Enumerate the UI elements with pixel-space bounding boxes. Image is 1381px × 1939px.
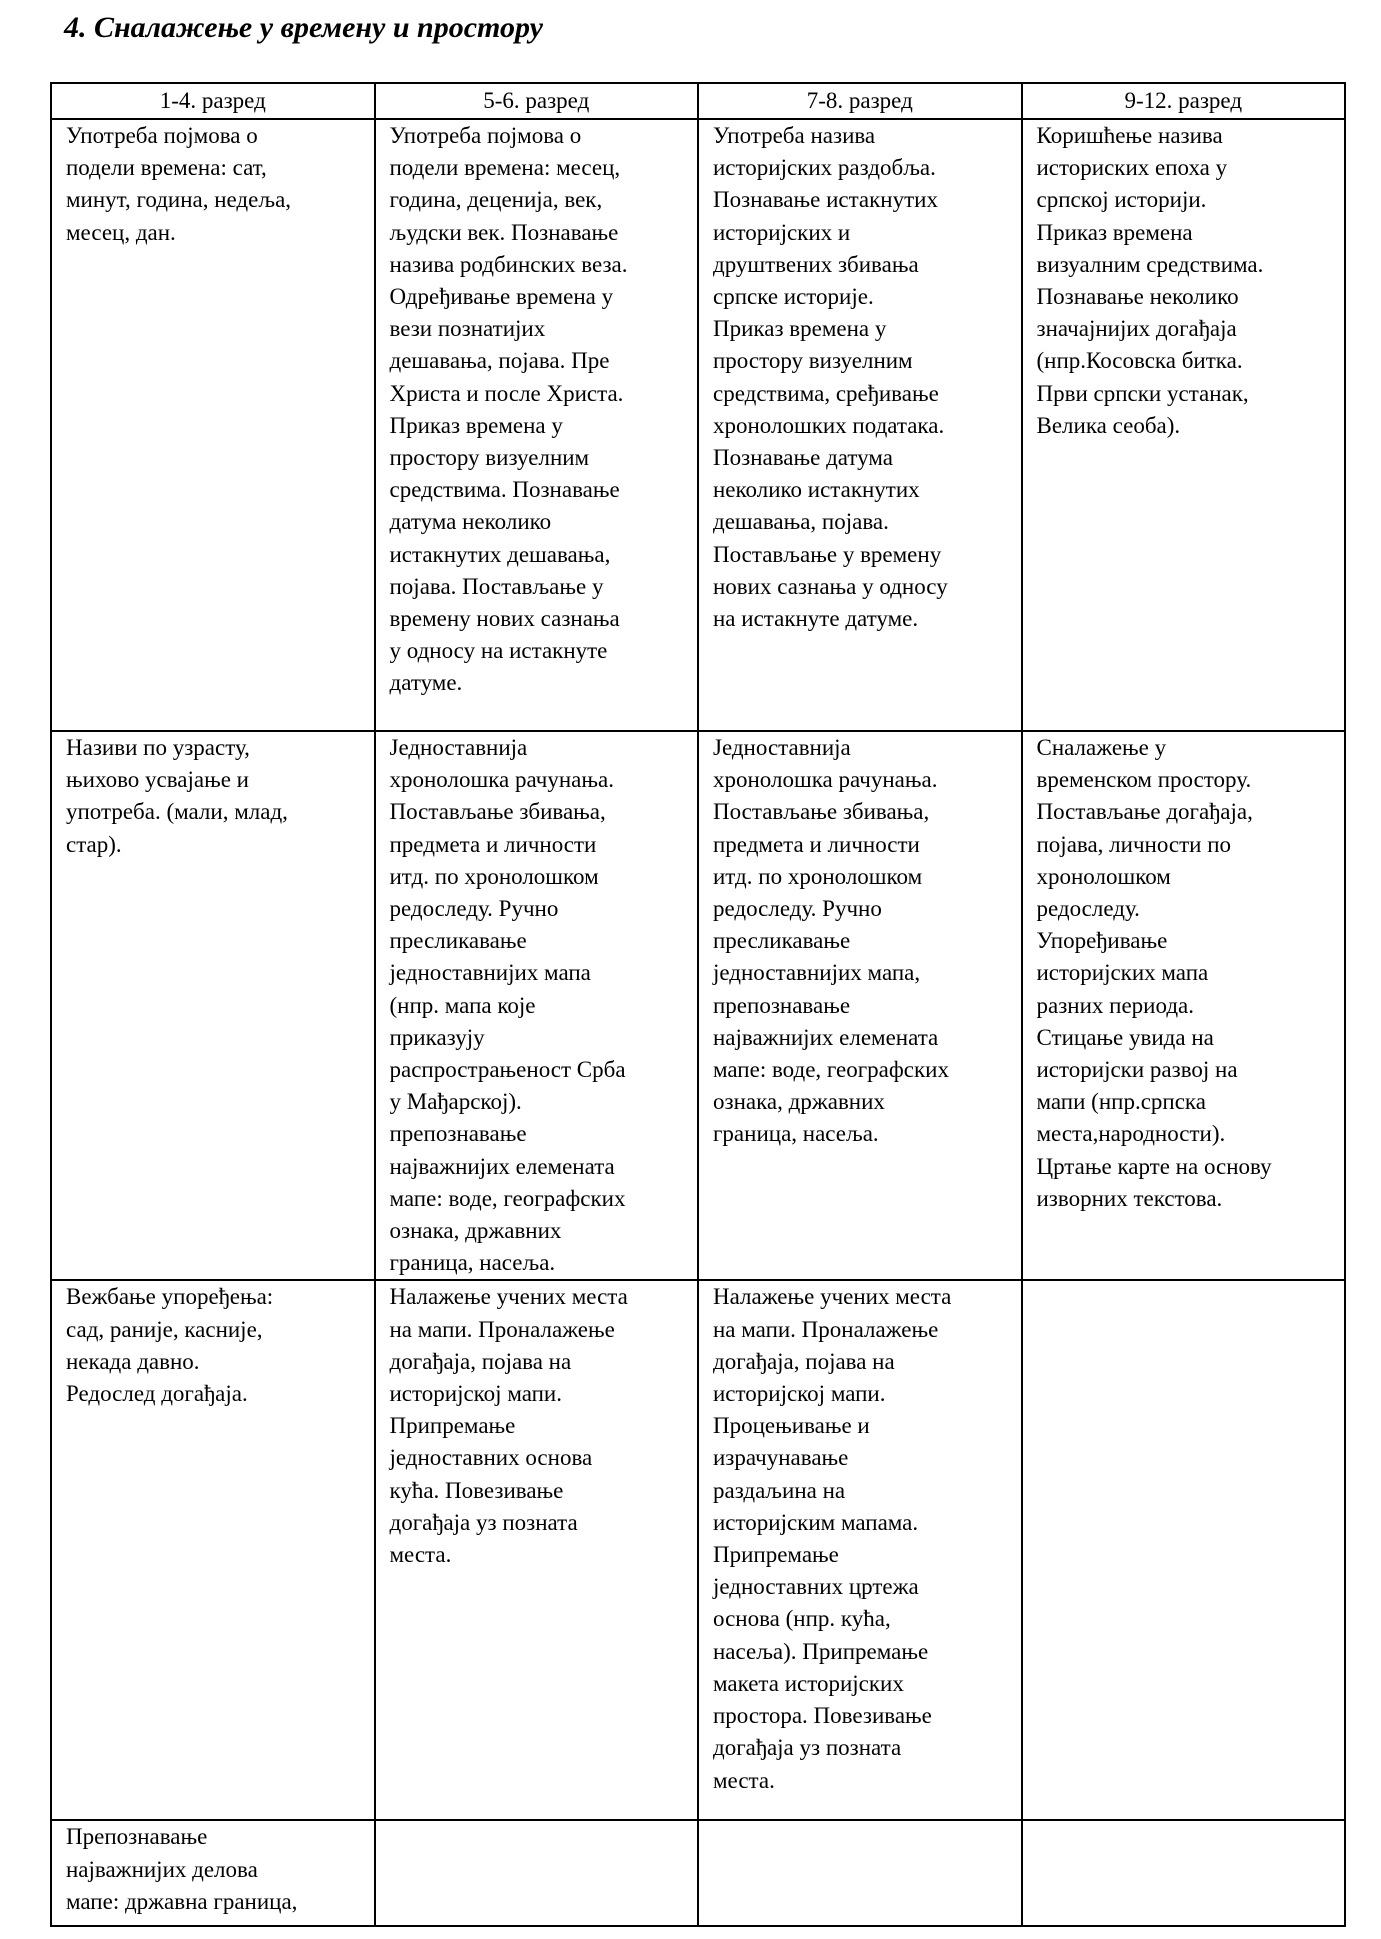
table-cell: Употреба појмова о подели времена: сат, минут, година, недеља, месец, дан. — [51, 119, 375, 731]
table-row — [51, 1280, 1345, 1820]
header-grade-1-4: 1-4. разред — [51, 83, 375, 119]
table-cell — [375, 1820, 699, 1926]
header-grade-9-12: 9-12. разред — [1022, 83, 1346, 119]
table-cell: Употреба појмова о подели времена: месец, година, деценија, век, људски век. Познавање назива родбинских веза. Одређивање времена у вези познатијих дешавања, појава. Пре Христа и после Христа. Приказ времена у простору визуелним средствима. Познавање датума неколико истакнутих дешавања, појава. Постављање у времену нових сазнања у односу на истакнуте датуме. — [375, 119, 699, 731]
table-cell — [1022, 1280, 1346, 1820]
header-row — [51, 83, 1345, 119]
table-cell: Вежбање упоређења: сад, раније, касније, некада давно. Редослед догађаја. — [51, 1280, 375, 1820]
header-grade-7-8: 7-8. разред — [698, 83, 1022, 119]
table-row — [51, 731, 1345, 1280]
table-row — [51, 119, 1345, 731]
table-cell: Употреба назива историјских раздобља. Познавање истакнутих историјских и друштвених збивања српске историје. Приказ времена у простору визуелним средствима, сређивање хронолошких података. Познавање датума неколико истакнутих дешавања, појава. Постављање у времену нових сазнања у односу на истакнуте датуме. — [698, 119, 1022, 731]
table-cell — [1022, 1820, 1346, 1926]
table-cell: Једноставнија хронолошка рачунања. Постављање збивања, предмета и личности итд. по хронолошком редоследу. Ручно пресликавање једноставнијих мапа, препознавање најважнијих елемената мапе: воде, географских ознака, државних граница, насеља. — [698, 731, 1022, 1280]
section-title: 4. Сналажење у времену и простору — [64, 11, 543, 44]
table-cell: Сналажење у временском простору. Постављање догађаја, појава, личности по хронолошком редоследу. Упоређивање историјских мапа разних периода. Стицање увида на историјски развој на мапи (нпр.српска места,народности). Цртање карте на основу изворних текстова. — [1022, 731, 1346, 1280]
table-cell: Називи по узрасту, њихово усвајање и употреба. (мали, млад, стар). — [51, 731, 375, 1280]
table-row — [51, 1820, 1345, 1926]
table-cell — [698, 1820, 1022, 1926]
table-cell: Препознавање најважнијих делова мапе: државна граница, — [51, 1820, 375, 1926]
header-grade-5-6: 5-6. разред — [375, 83, 699, 119]
table-cell: Коришћење назива историских епоха у српској историји. Приказ времена визуалним средствима. Познавање неколико значајнијих догађаја (нпр.Косовска битка. Први српски устанак, Велика сеоба). — [1022, 119, 1346, 731]
table-cell: Једноставнија хронолошка рачунања. Постављање збивања, предмета и личности итд. по хронолошком редоследу. Ручно пресликавање једноставнијих мапа (нпр. мапа које приказују распрострањеност Срба у Мађарској). препознавање најважнијих елемената мапе: воде, географских ознака, државних граница, насеља. — [375, 731, 699, 1280]
table-cell: Налажење учених места на мапи. Проналажење догађаја, појава на историјској мапи. Припремање једноставних основа кућа. Повезивање догађаја уз позната места. — [375, 1280, 699, 1820]
curriculum-table — [50, 82, 1346, 1927]
table-cell: Налажење учених места на мапи. Проналажење догађаја, појава на историјској мапи. Процењивање и израчунавање раздаљина на историјским мапама. Припремање једноставних цртежа основа (нпр. кућа, насеља). Припремање макета историјских простора. Повезивање догађаја уз позната места. — [698, 1280, 1022, 1820]
